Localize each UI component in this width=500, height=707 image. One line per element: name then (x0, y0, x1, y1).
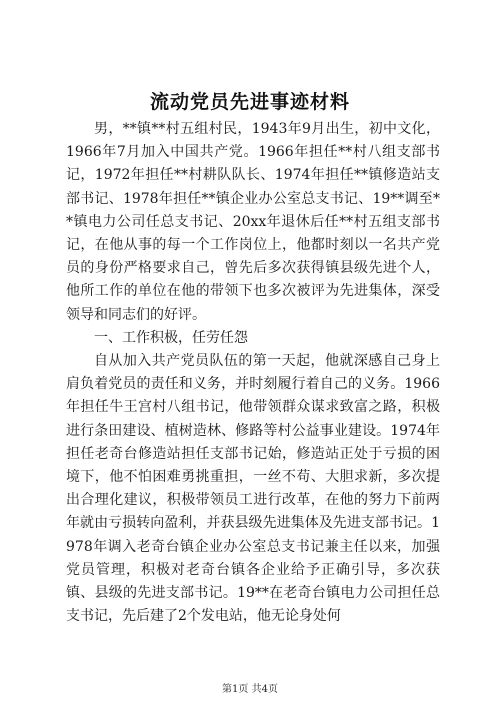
document-body (66, 118, 440, 628)
page-footer: 第1页 共4页 (222, 684, 278, 695)
intro-paragraph: 男，**镇**村五组村民，1943年9月出生，初中文化，1966年7月加入中国共产党。1966年担任**村八组支部书记，1972年担任**村耕队队长、1974年担任**镇修造站支部书记、1978年担任**镇企业办公室总支书记、19**调至**镇电力公司任总支书记、20xx年退休后任**村五组支部书记，在他从事的每一个工作岗位上，他都时刻以一名共产党员的身份严格要求自己，曾先后多次获得镇县级先进个人，他所工作的单位在他的带领下也多次被评为先进集体，深受领导和同志们的好评。 (66, 121, 440, 323)
document-title: 流动党员先进事迹材料 (149, 91, 350, 113)
section-paragraph: 自从加入共产党员队伍的第一天起，他就深感自己身上肩负着党员的责任和义务，并时刻履行着自己的义务。1966年担任牛王宫村八组书记，他带领群众谋求致富之路，积极进行条田建设、植树造林、修路等村公益事业建设。1974年担任老奇台修造站担任支部书记始，修造站正处于亏损的困境下，他不怕困难勇挑重担，一丝不苟、大胆求新，多次提出合理化建议，积极带领员工进行改革，在他的努力下前两年就由亏损转向盈利，并获县级先进集体及先进支部书记。1978年调入老奇台镇企业办公室总支书记兼主任以来，加强党员管理，积极对老奇台镇各企业给予正确引导，多次获镇、县级的先进支部书记。19**在老奇台镇电力公司担任总支书记，先后建了2个发电站，他无论身处何 (66, 353, 440, 625)
section-heading: 一、工作积极，任劳任怨 (94, 329, 248, 346)
